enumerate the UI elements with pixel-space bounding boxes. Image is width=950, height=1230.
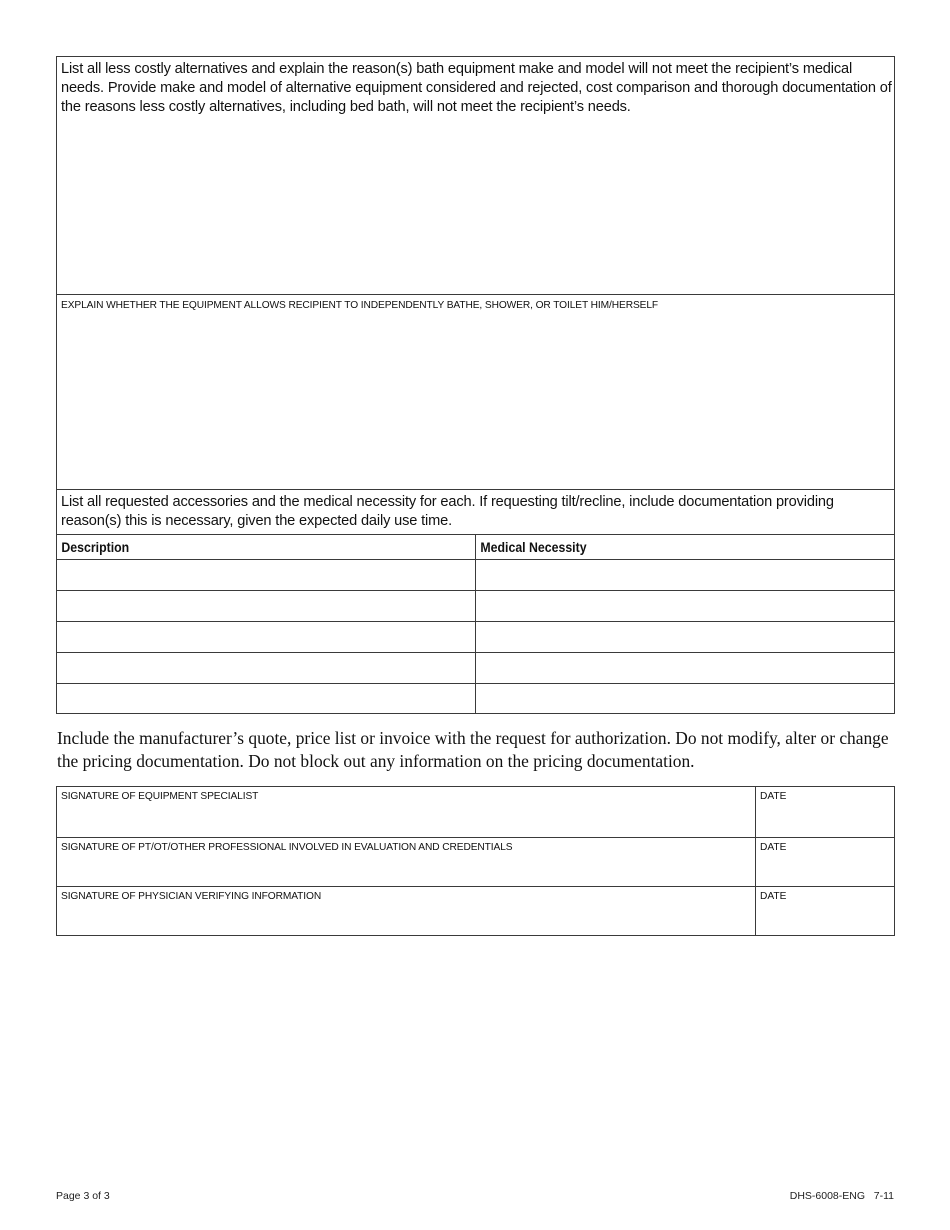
date-label: DATE	[760, 891, 787, 902]
medical-necessity-cell[interactable]	[476, 560, 894, 590]
table-row	[57, 590, 894, 621]
justification-form-box	[56, 56, 895, 714]
signature-field[interactable]	[57, 787, 755, 837]
alternatives-prompt: List all less costly alternatives and explain the reason(s) bath equipment make and model will not meet the recipient’s medical needs. Provide make and model of alternative equipment considered and rejected, cost comparison and thorough documentation of the reasons less costly alternatives, including bed bath, will not meet the recipient’s needs.	[61, 61, 892, 115]
independence-answer-area[interactable]	[57, 315, 894, 490]
table-row	[57, 683, 894, 714]
signature-field[interactable]	[57, 838, 755, 887]
medical-necessity-cell[interactable]	[476, 591, 894, 621]
description-header: Description	[61, 539, 130, 555]
medical-necessity-cell[interactable]	[476, 622, 894, 652]
signature-row-equipment-specialist	[57, 787, 894, 837]
date-field[interactable]	[756, 838, 894, 887]
signature-row-physician	[57, 886, 894, 936]
description-cell[interactable]	[57, 622, 475, 652]
medical-necessity-cell[interactable]	[476, 684, 894, 714]
description-cell[interactable]	[57, 591, 475, 621]
form-id: DHS-6008-ENG 7-11	[789, 1190, 894, 1202]
signature-row-professional	[57, 837, 894, 887]
signature-box	[56, 786, 895, 936]
signature-label: SIGNATURE OF PT/OT/OTHER PROFESSIONAL INVOLVED IN EVALUATION AND CREDENTIALS	[61, 842, 513, 853]
accessories-prompt: List all requested accessories and the medical necessity for each. If requesting tilt/recline, include documentation providing reason(s) this is necessary, given the expected daily use time.	[61, 494, 834, 529]
page-number: Page 3 of 3	[56, 1190, 110, 1202]
independence-prompt: EXPLAIN WHETHER THE EQUIPMENT ALLOWS RECIPIENT TO INDEPENDENTLY BATHE, SHOWER, OR TOILET HIM/HERSELF	[61, 300, 659, 311]
independence-section	[57, 295, 894, 490]
medical-necessity-header: Medical Necessity	[480, 539, 587, 555]
table-row	[57, 559, 894, 590]
signature-label: SIGNATURE OF PHYSICIAN VERIFYING INFORMATION	[61, 891, 322, 902]
description-cell[interactable]	[57, 684, 475, 714]
alternatives-answer-area[interactable]	[57, 119, 894, 295]
table-row	[57, 621, 894, 652]
signature-label: SIGNATURE OF EQUIPMENT SPECIALIST	[61, 791, 259, 802]
alternatives-section	[57, 57, 894, 295]
date-label: DATE	[760, 791, 787, 802]
accessories-section	[57, 490, 894, 535]
description-cell[interactable]	[57, 653, 475, 683]
description-header-cell	[57, 535, 475, 559]
medical-necessity-cell[interactable]	[476, 653, 894, 683]
date-field[interactable]	[756, 787, 894, 837]
description-cell[interactable]	[57, 560, 475, 590]
signature-field[interactable]	[57, 887, 755, 936]
pricing-note: Include the manufacturer’s quote, price list or invoice with the request for authorization. Do not modify, alter or change the pricing documentation. Do not block out any information on the pricing documentation.	[57, 728, 889, 771]
table-row	[57, 652, 894, 683]
accessories-table	[57, 534, 894, 714]
date-label: DATE	[760, 842, 787, 853]
medical-necessity-header-cell	[476, 535, 894, 559]
date-field[interactable]	[756, 887, 894, 936]
table-header-row	[57, 534, 894, 559]
